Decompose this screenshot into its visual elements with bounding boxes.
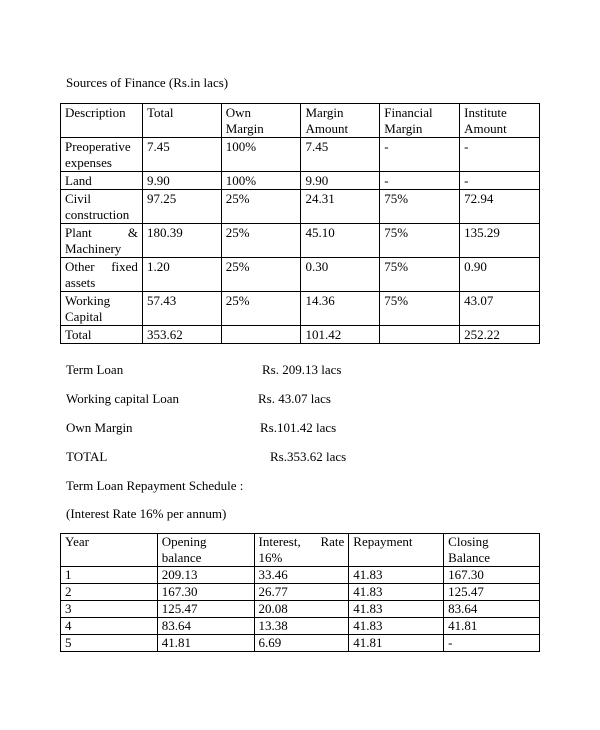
header-repayment-text: Repayment: [353, 534, 413, 549]
cell-repayment: 41.83: [349, 584, 444, 601]
cell-repayment: 41.83: [349, 618, 444, 635]
row-financial-margin: 75%: [380, 190, 460, 224]
description-line1: Working: [65, 293, 111, 308]
cell-closing: 125.47: [444, 584, 540, 601]
row-total: 9.90: [142, 172, 221, 190]
table-header-row: [61, 104, 540, 138]
own-margin-label: Own Margin: [66, 420, 133, 435]
total-label: TOTAL: [66, 449, 108, 464]
description-line1: Preoperative: [65, 139, 131, 154]
header-closing-line2: Balance: [448, 550, 491, 565]
repayment-schedule-title: Term Loan Repayment Schedule :: [66, 478, 244, 493]
cell-year: 3: [61, 601, 158, 618]
header-opening-line2: balance: [161, 550, 202, 565]
header-year-text: Year: [65, 534, 89, 549]
table-row: [61, 292, 540, 326]
header-total-text: Total: [146, 105, 174, 120]
row-description: [61, 326, 143, 344]
header-own-margin: [221, 104, 301, 138]
row-description: [61, 292, 143, 326]
row-description: [61, 224, 143, 258]
header-margin-amount: [301, 104, 380, 138]
sources-of-finance-title: Sources of Finance (Rs.in lacs): [66, 75, 229, 90]
cell-opening: 41.81: [157, 635, 254, 652]
cell-year: 4: [61, 618, 158, 635]
cell-closing: 41.81: [444, 618, 540, 635]
header-institute-amount-line2: Amount: [464, 121, 507, 136]
working-capital-loan-value: Rs. 43.07 lacs: [258, 391, 331, 406]
description-line1: Civil: [65, 191, 92, 206]
cell-interest: 20.08: [254, 601, 349, 618]
header-institute-amount: [460, 104, 540, 138]
cell-closing: -: [444, 635, 540, 652]
cell-repayment: 41.81: [349, 635, 444, 652]
description-line2: Machinery: [65, 241, 122, 256]
table-row: [61, 601, 540, 618]
header-year: [61, 534, 158, 567]
header-opening-line1: Opening: [161, 534, 207, 549]
row-institute-amount: -: [460, 172, 540, 190]
header-margin-amount-line2: Amount: [305, 121, 349, 136]
term-loan-value: Rs. 209.13 lacs: [262, 362, 342, 377]
row-total: 97.25: [142, 190, 221, 224]
header-description: [61, 104, 143, 138]
row-institute-amount: -: [460, 138, 540, 172]
row-margin-amount: 0.30: [301, 258, 380, 292]
row-financial-margin: 75%: [380, 224, 460, 258]
header-financial-margin: [380, 104, 460, 138]
description-line1: Total: [65, 327, 92, 342]
header-financial-margin-line2: Margin: [384, 121, 423, 136]
own-margin-value: Rs.101.42 lacs: [260, 420, 337, 435]
description-word: Plant: [65, 225, 92, 240]
row-financial-margin: 75%: [380, 292, 460, 326]
cell-opening: 167.30: [157, 584, 254, 601]
table-row: [61, 584, 540, 601]
row-own-margin: 25%: [221, 224, 301, 258]
header-description-text: Description: [65, 105, 126, 120]
cell-year: 1: [61, 567, 158, 584]
cell-interest: 13.38: [254, 618, 349, 635]
row-own-margin: [221, 326, 301, 344]
header-closing-line1: Closing: [448, 534, 489, 549]
cell-closing: 83.64: [444, 601, 540, 618]
row-description: [61, 190, 143, 224]
table-row: [61, 635, 540, 652]
table-row: [61, 224, 540, 258]
cell-interest: 26.77: [254, 584, 349, 601]
total-value: Rs.353.62 lacs: [270, 449, 347, 464]
row-institute-amount: 252.22: [460, 326, 540, 344]
row-total: 180.39: [142, 224, 221, 258]
cell-interest: 6.69: [254, 635, 349, 652]
cell-year: 2: [61, 584, 158, 601]
row-description: [61, 258, 143, 292]
description-line2: assets: [65, 275, 96, 290]
row-description: [61, 138, 143, 172]
description-word: &: [127, 225, 138, 240]
cell-repayment: 41.83: [349, 567, 444, 584]
term-loan-label: Term Loan: [66, 362, 124, 377]
table-row: [61, 190, 540, 224]
working-capital-loan-label: Working capital Loan: [66, 391, 180, 406]
row-own-margin: 100%: [221, 138, 301, 172]
row-total: 57.43: [142, 292, 221, 326]
description-word: fixed: [111, 259, 138, 274]
table-row: [61, 172, 540, 190]
header-repayment: [349, 534, 444, 567]
description-line2: expenses: [65, 155, 112, 170]
table-row: [61, 618, 540, 635]
description-line2: construction: [65, 207, 130, 222]
table-row: [61, 567, 540, 584]
header-own-margin-line2: Margin: [225, 121, 264, 136]
header-financial-margin-line1: Financial: [384, 105, 433, 120]
description-line1: Land: [65, 173, 92, 188]
description-word: Other: [65, 259, 95, 274]
row-margin-amount: 14.36: [301, 292, 380, 326]
row-description: [61, 172, 143, 190]
cell-interest: 33.46: [254, 567, 349, 584]
row-institute-amount: 135.29: [460, 224, 540, 258]
table-total-row: [61, 326, 540, 344]
cell-opening: 209.13: [157, 567, 254, 584]
row-financial-margin: 75%: [380, 258, 460, 292]
row-margin-amount: 45.10: [301, 224, 380, 258]
cell-repayment: 41.83: [349, 601, 444, 618]
header-own-margin-line1: Own: [225, 105, 251, 120]
row-institute-amount: 43.07: [460, 292, 540, 326]
row-financial-margin: [380, 326, 460, 344]
row-total: 7.45: [142, 138, 221, 172]
description-line2: Capital: [65, 309, 103, 324]
description-line1: [65, 259, 138, 275]
sources-of-finance-table: [60, 103, 540, 344]
row-institute-amount: 72.94: [460, 190, 540, 224]
row-financial-margin: -: [380, 138, 460, 172]
header-institute-amount-line1: Institute: [464, 105, 507, 120]
header-opening-balance: [157, 534, 254, 567]
repayment-schedule-table: [60, 533, 540, 652]
table-row: [61, 138, 540, 172]
row-margin-amount: 7.45: [301, 138, 380, 172]
row-total: 1.20: [142, 258, 221, 292]
row-financial-margin: -: [380, 172, 460, 190]
header-interest-line1: [259, 534, 345, 550]
cell-opening: 83.64: [157, 618, 254, 635]
header-interest-word: Rate: [320, 534, 345, 549]
interest-rate-note: (Interest Rate 16% per annum): [66, 506, 227, 521]
cell-closing: 167.30: [444, 567, 540, 584]
row-own-margin: 100%: [221, 172, 301, 190]
header-interest-line2: 16%: [258, 550, 283, 565]
row-margin-amount: 24.31: [301, 190, 380, 224]
description-line1: [65, 225, 138, 241]
row-total: 353.62: [142, 326, 221, 344]
row-institute-amount: 0.90: [460, 258, 540, 292]
cell-opening: 125.47: [157, 601, 254, 618]
header-interest: [254, 534, 349, 567]
header-closing-balance: [444, 534, 540, 567]
row-own-margin: 25%: [221, 292, 301, 326]
row-margin-amount: 9.90: [301, 172, 380, 190]
header-interest-word: Interest,: [258, 534, 301, 549]
header-margin-amount-line1: Margin: [305, 105, 344, 120]
row-own-margin: 25%: [221, 258, 301, 292]
table-row: [61, 258, 540, 292]
cell-year: 5: [61, 635, 158, 652]
header-total: [142, 104, 221, 138]
row-own-margin: 25%: [221, 190, 301, 224]
row-margin-amount: 101.42: [301, 326, 380, 344]
table-header-row: [61, 534, 540, 567]
